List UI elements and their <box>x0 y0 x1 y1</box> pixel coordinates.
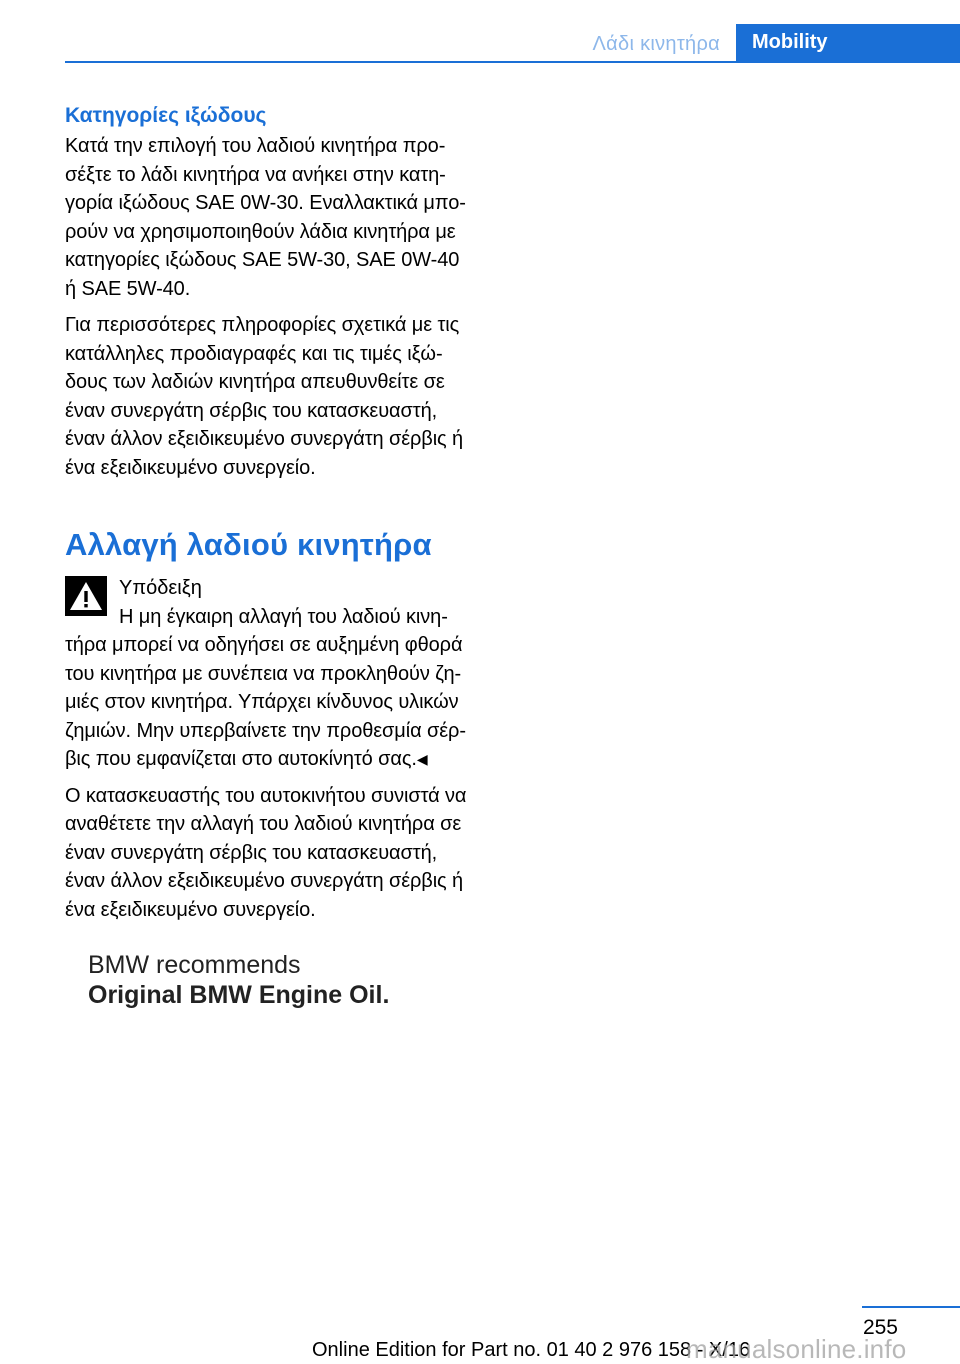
text-line: γορία ιξώδους SAE 0W-30. Εναλλακτικά μπο‐ <box>65 192 466 214</box>
text-line: σέξτε το λάδι κινητήρα να ανήκει στην κατη‐ <box>65 163 446 186</box>
oil-change-heading: Αλλαγή λαδιού κινητήρα <box>65 527 432 562</box>
text-line: ζημιών. Μην υπερβαίνετε την προθεσμία σέρ‐ <box>65 719 466 742</box>
footer-divider <box>862 1306 960 1308</box>
viscosity-paragraph-2 <box>65 311 485 482</box>
header-divider <box>65 61 960 63</box>
header-chapter-tab[interactable]: Mobility <box>736 24 960 61</box>
text-line: ρούν να χρησιμοποιηθούν λάδια κινητήρα με <box>65 220 456 243</box>
text-line: κατηγορίες ιξώδους SAE 5W-30, SAE 0W-40 <box>65 249 460 271</box>
original-oil-text: Original BMW Engine Oil. <box>88 981 390 1009</box>
text-line: ένα εξειδικευμένο συνεργείο. <box>65 456 316 479</box>
text-line: έναν συνεργάτη σέρβις του κατασκευαστή, <box>65 841 438 864</box>
text-line: αναθέτετε την αλλαγή του λαδιού κινητήρα σε <box>65 813 462 835</box>
online-edition-text: Online Edition for Part no. 01 40 2 976 158 - X/16 <box>312 1339 751 1361</box>
text-line: μιές στον κινητήρα. Υπάρχει κίνδυνος υλικών <box>65 691 459 713</box>
bmw-recommends-text: BMW recommends <box>88 951 301 979</box>
warning-triangle-icon <box>65 576 107 616</box>
text-line: του κινητήρα με συνέπεια να προκληθούν ζη‐ <box>65 662 462 685</box>
text-line: Για περισσότερες πληροφορίες σχετικά με τις <box>65 314 460 336</box>
watermark: manualsonline.info <box>686 1334 907 1364</box>
page-number: 255 <box>862 1316 898 1339</box>
main-content <box>65 102 485 932</box>
text-line: Κατά την επιλογή του λαδιού κινητήρα προ‐ <box>65 135 446 157</box>
text-line: ένα εξειδικευμένο συνεργείο. <box>65 898 316 921</box>
text-line: έναν συνεργάτη σέρβις του κατασκευαστή, <box>65 399 438 422</box>
text-line: ή SAE 5W-40. <box>65 277 191 300</box>
text-line: Ο κατασκευαστής του αυτοκινήτου συνιστά να <box>65 784 467 807</box>
text-line: βις που εμφανίζεται στο αυτοκίνητό σας. <box>65 748 417 770</box>
text-line: κατάλληλες προδιαγραφές και τις τιμές ιξώ‐ <box>65 342 443 365</box>
viscosity-paragraph-1 <box>65 132 485 303</box>
notice-text <box>65 603 485 774</box>
text-line: Η μη έγκαιρη αλλαγή του λαδιού κινη‐ <box>119 605 448 628</box>
warning-notice <box>65 574 485 774</box>
viscosity-heading: Κατηγορίες ιξώδους <box>65 104 267 127</box>
bmw-recommendation <box>88 950 488 1010</box>
oil-change-paragraph <box>65 782 485 925</box>
notice-title: Υπόδειξη <box>119 577 202 599</box>
text-line: έναν άλλον εξειδικευμένο συνεργάτη σέρβις ή <box>65 870 464 892</box>
text-line: δους των λαδιών κινητήρα απευθυνθείτε σε <box>65 371 445 393</box>
end-mark-icon: ◀ <box>416 751 428 767</box>
header-section-title: Λάδι κινητήρα <box>592 33 720 55</box>
text-line: έναν άλλον εξειδικευμένο συνεργάτη σέρβις ή <box>65 428 464 450</box>
text-line: τήρα μπορεί να οδηγήσει σε αυξημένη φθορά <box>65 634 463 656</box>
